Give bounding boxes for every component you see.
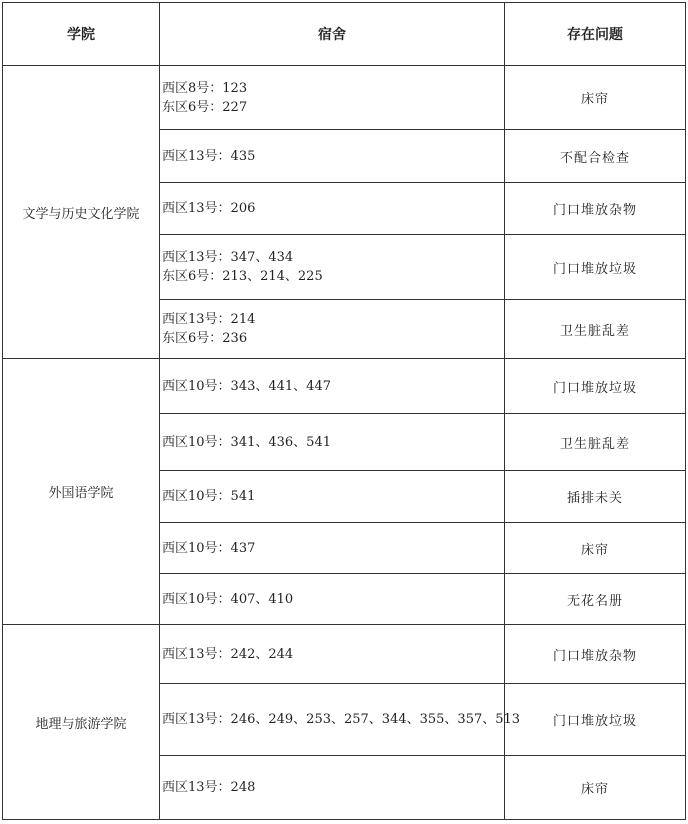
college-cell: 外国语学院	[3, 359, 160, 625]
dorm-line: 东区6号：227	[162, 99, 248, 115]
issue-cell: 卫生脏乱差	[505, 414, 686, 471]
issue-cell: 门口堆放杂物	[505, 625, 686, 684]
table-row	[3, 625, 686, 684]
dorm-line: 西区13号：214	[162, 312, 256, 327]
dorm-line: 西区13号：435	[162, 148, 256, 164]
dorm-cell	[160, 625, 505, 684]
header-row	[3, 3, 686, 66]
dorm-cell	[160, 183, 505, 235]
dorm-line: 西区10号：407、410	[162, 591, 294, 607]
issue-cell: 门口堆放垃圾	[505, 235, 686, 300]
table-body	[3, 66, 686, 820]
dorm-cell	[160, 359, 505, 414]
dorm-line: 西区13号：248	[162, 780, 256, 795]
dorm-cell	[160, 300, 505, 359]
dorm-cell	[160, 756, 505, 820]
dorm-cell	[160, 574, 505, 625]
issue-cell: 无花名册	[505, 574, 686, 625]
dorm-cell	[160, 130, 505, 183]
dorm-cell	[160, 66, 505, 130]
issue-cell: 插排未关	[505, 471, 686, 523]
dorm-line: 西区13号：347、434	[162, 250, 294, 265]
issue-cell: 门口堆放垃圾	[505, 684, 686, 756]
issue-cell: 不配合检查	[505, 130, 686, 183]
issue-cell: 门口堆放垃圾	[505, 359, 686, 414]
issue-cell: 床帘	[505, 756, 686, 820]
dorm-line: 西区10号：341、436、541	[162, 434, 331, 450]
inspection-table	[2, 2, 686, 820]
issue-cell: 床帘	[505, 523, 686, 574]
dorm-cell	[160, 684, 521, 756]
dorm-cell	[160, 235, 505, 300]
table-row	[3, 359, 686, 414]
header-college: 学院	[3, 3, 160, 66]
dorm-line: 西区10号：343、441、447	[162, 378, 331, 394]
header-dorm: 宿舍	[160, 3, 505, 66]
dorm-cell	[160, 523, 505, 574]
dorm-line: 东区6号：236	[162, 331, 248, 346]
dorm-cell	[160, 471, 505, 523]
issue-cell: 卫生脏乱差	[505, 300, 686, 359]
dorm-line: 西区13号：206	[162, 201, 256, 216]
dorm-line: 西区10号：541	[162, 489, 256, 504]
college-cell: 文学与历史文化学院	[3, 66, 160, 359]
header-issue: 存在问题	[505, 3, 686, 66]
dorm-line: 西区8号：123	[162, 80, 248, 96]
college-cell: 地理与旅游学院	[3, 625, 160, 820]
issue-cell: 床帘	[505, 66, 686, 130]
dorm-line: 西区13号：246、249、253、257、344、355、357、513	[162, 712, 521, 727]
table-row	[3, 66, 686, 130]
issue-cell: 门口堆放杂物	[505, 183, 686, 235]
dorm-cell	[160, 414, 505, 471]
dorm-line: 东区6号：213、214、225	[162, 269, 323, 284]
dorm-line: 西区10号：437	[162, 540, 256, 556]
dorm-line: 西区13号：242、244	[162, 646, 294, 662]
